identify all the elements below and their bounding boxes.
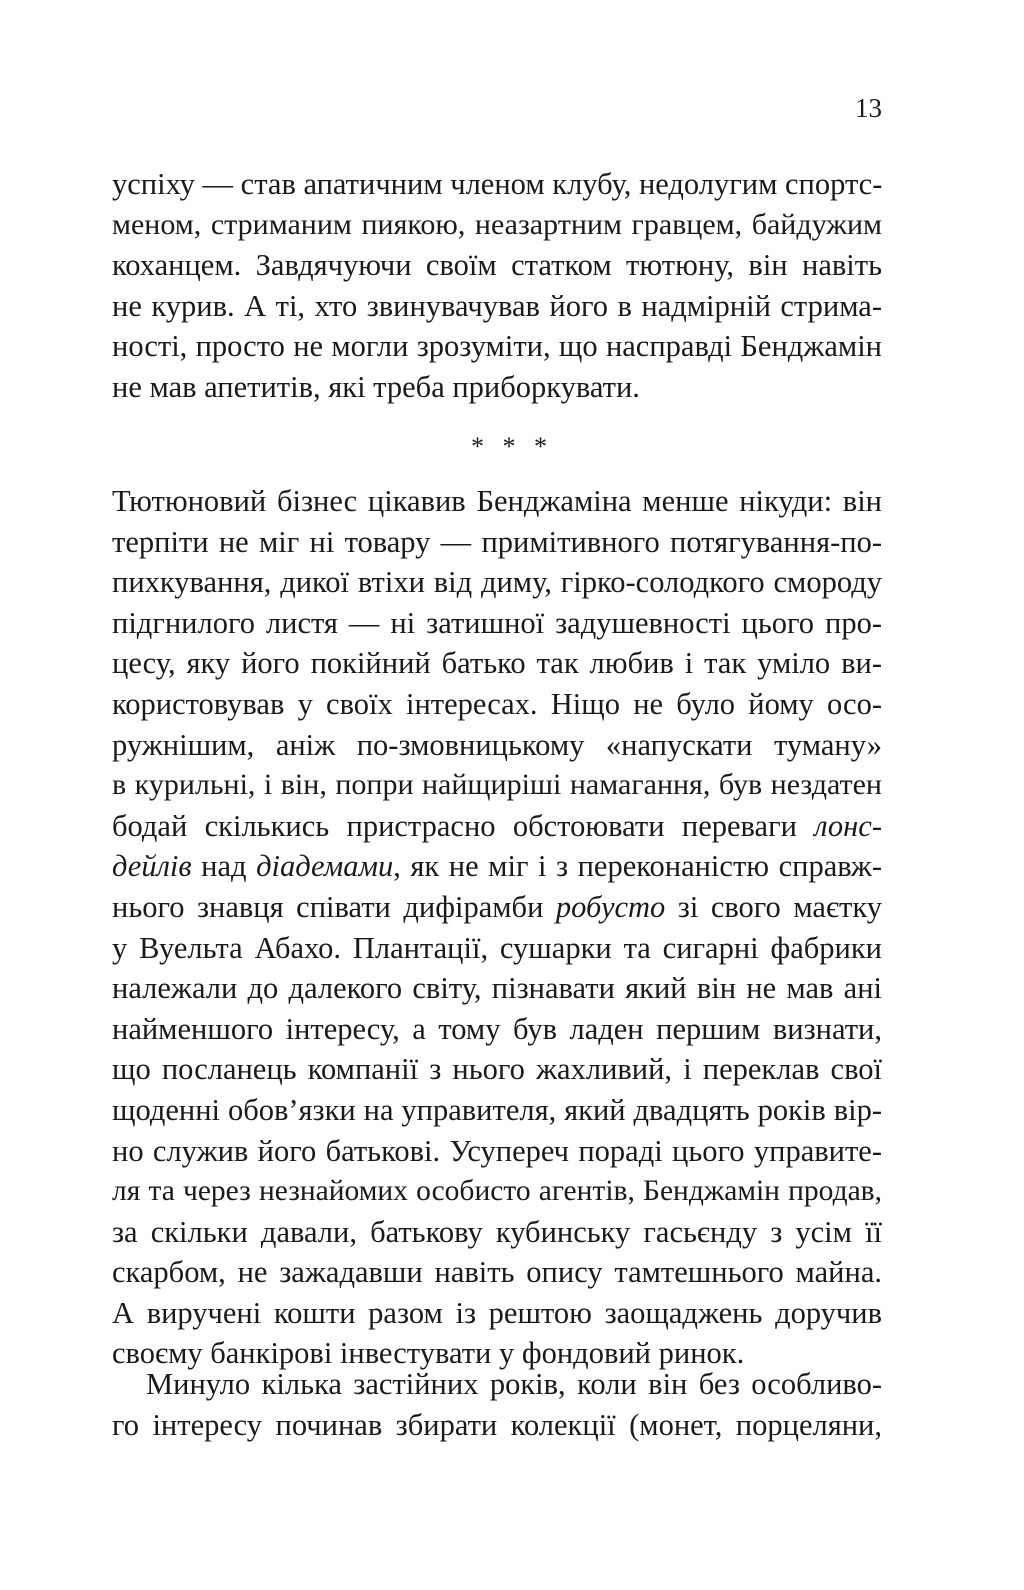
text-line: користовував у своїх інтересах. Ніщо не було йому осо- [112, 686, 882, 721]
text-segment: бодай скількись пристрасно обстоювати переваги [112, 808, 815, 843]
italic-term: лонс- [814, 808, 882, 843]
text-line: найменшого інтересу, а тому був ладен першим визнати, [112, 1011, 882, 1046]
text-segment: нього знавця співати дифірамби [112, 889, 556, 924]
paragraph-1 [112, 164, 882, 408]
text-line: ружнішим, аніж по-змовницькому «напускати туману» [112, 727, 882, 762]
text-line: Минуло кілька застійних років, коли він без особливо- [146, 1367, 882, 1401]
text-line: у Вуельта Абахо. Плантації, сушарки та сигарні фабрики [112, 930, 882, 965]
text-line [112, 887, 882, 928]
text-line: Тютюновий бізнес цікавив Бенджаміна менше нікуди: він [112, 484, 882, 518]
italic-term: дейлів [112, 849, 192, 884]
paragraph-3 [112, 1364, 882, 1445]
text-line: го інтересу починав збирати колекції (монет, порцеляни, [112, 1407, 882, 1442]
section-separator: * * * [471, 432, 553, 461]
text-line: ності, просто не могли зрозуміти, що насправді Бенджамін [112, 329, 882, 364]
text-line: пихкування, дикої втіхи від диму, гірко-солодкого смороду [112, 565, 882, 600]
text-line [112, 846, 882, 887]
text-line: но служив його батькові. Усупереч пораді цього управите- [112, 1133, 882, 1168]
text-line: належали до далекого світу, пізнавати який він не мав ані [112, 971, 882, 1006]
text-line: терпіти не міг ні товару — примітивного потягування-по- [112, 524, 882, 559]
text-line [112, 806, 882, 847]
text-line: за скільки давали, батькову кубинську гасьєнду з усім її [112, 1214, 882, 1249]
text-line: не мав апетитів, які треба приборкувати. [112, 369, 640, 404]
paragraph-2 [112, 481, 882, 1374]
text-line: А виручені кошти разом із рештою заощаджень доручив [112, 1295, 882, 1330]
text-line: підгнилого листя — ні затишної задушевності цього про- [112, 605, 882, 640]
text-line: що посланець компанії з нього жахливий, і переклав свої [112, 1052, 882, 1087]
text-line: успіху — став апатичним членом клубу, недолугим спортс- [112, 167, 883, 201]
text-segment: , як не міг і з переконаністю справж- [393, 849, 882, 884]
italic-term: діадемами [256, 849, 394, 884]
text-line: коханцем. Завдячуючи своїм статком тютюну, він навіть [112, 248, 882, 283]
italic-term: робусто [555, 889, 666, 924]
text-line: щоденні обов’язки на управителя, який двадцять років вір- [112, 1092, 882, 1127]
text-line: цесу, яку його покійний батько так любив і так уміло ви- [112, 646, 882, 681]
text-line: меном, стриманим пиякою, неазартним гравцем, байдужим [112, 207, 882, 241]
text-segment: над [191, 849, 257, 884]
page-number: 13 [855, 93, 882, 123]
text-line: в курильні, і він, попри найщиріші намагання, був нездатен [112, 768, 882, 802]
text-line: ля та через незнайомих особисто агентів, Бенджамін продав, [112, 1175, 882, 1208]
text-line: своєму банкірові інвестувати у фондовий ринок. [112, 1336, 745, 1371]
text-segment: зі свого маєтку [665, 889, 882, 924]
text-line: скарбом, не зажадавши навіть опису тамтешнього майна. [112, 1255, 882, 1290]
text-line: не курив. А ті, хто звинувачував його в надмірній стрима- [112, 288, 882, 323]
